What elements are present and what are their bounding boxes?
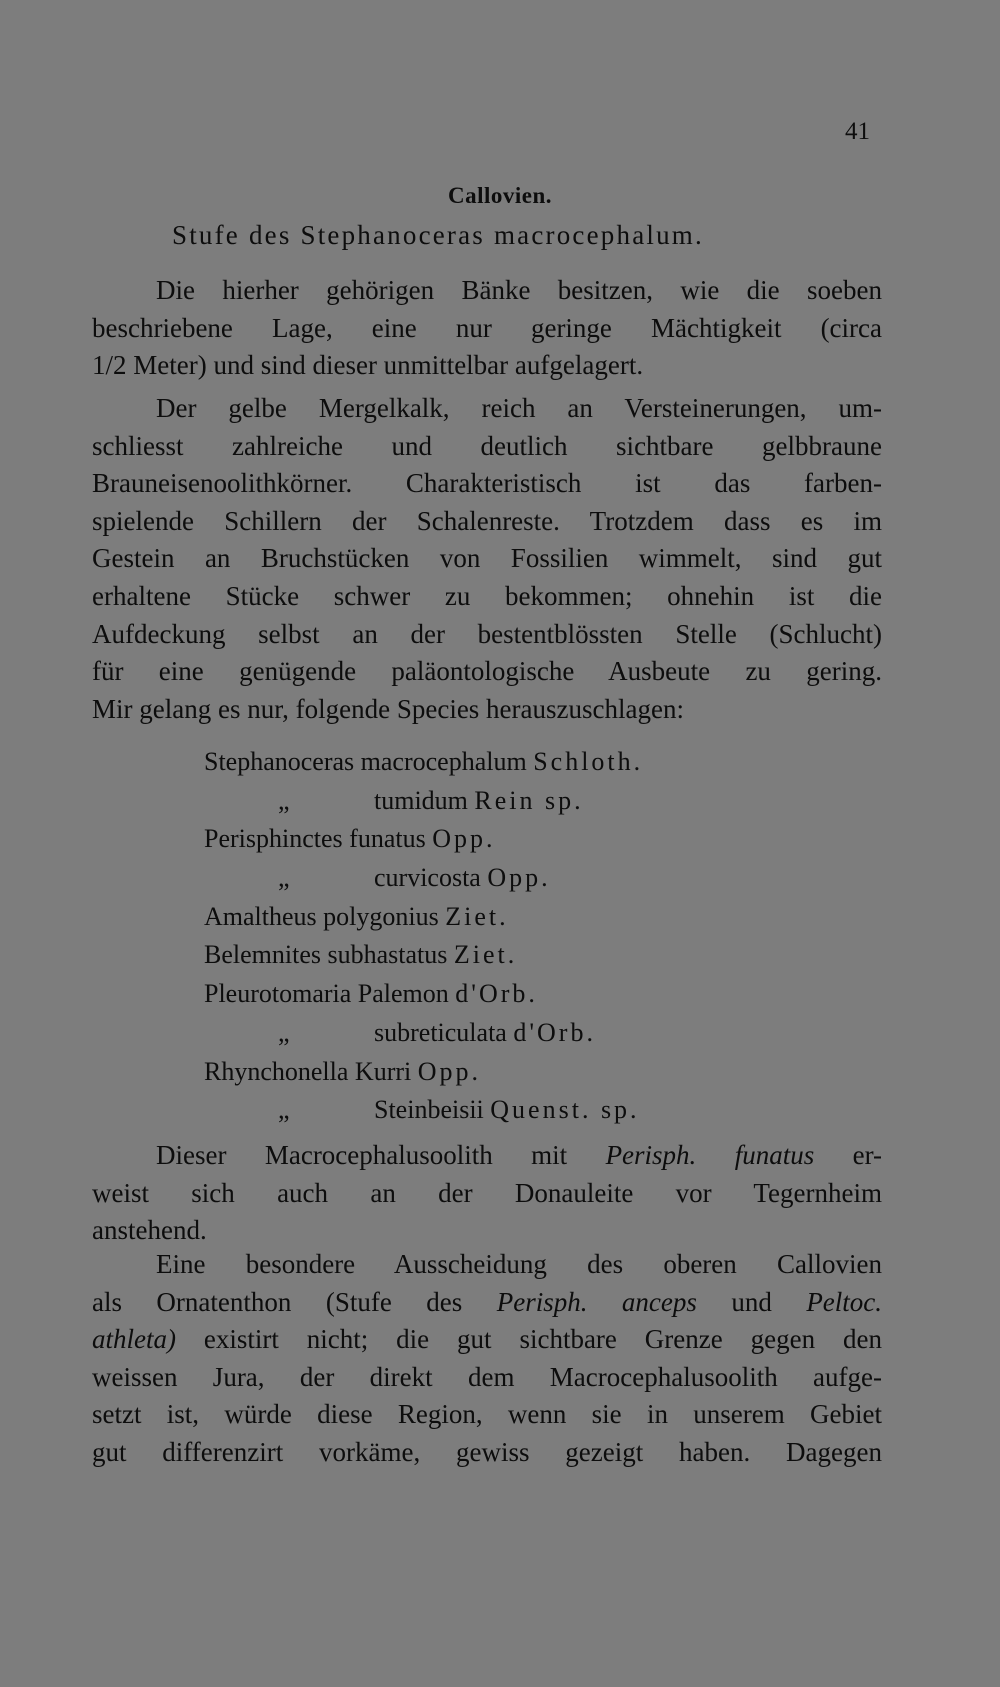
- species-genus: Belemnites: [204, 940, 321, 970]
- species-epithet: Palemon: [357, 979, 449, 1009]
- species-genus: Perisphinctes: [204, 824, 343, 854]
- text-line: anstehend.: [92, 1215, 207, 1246]
- species-list: [204, 743, 643, 1130]
- text-line: spielende Schillern der Schalenreste. Trotzdem dass es im: [92, 505, 882, 536]
- text-line: als Ornatenthon (Stufe des Perisph. anceps und Peltoc.: [92, 1286, 883, 1317]
- italic-taxon: Perisph.: [496, 1286, 588, 1317]
- text-line: schliesst zahlreiche und deutlich sichtbare gelbbraune: [92, 430, 882, 461]
- species-author: Opp.: [432, 824, 496, 854]
- species-genus: Amaltheus: [204, 901, 317, 931]
- species-entry: [204, 975, 643, 1014]
- text-line: Gestein an Bruchstücken von Fossilien wimmelt, sind gut: [92, 543, 882, 574]
- species-entry: [204, 1014, 643, 1053]
- species-author: Opp.: [417, 1056, 482, 1086]
- italic-taxon: Peltoc.: [806, 1286, 883, 1317]
- species-author: d'Orb.: [455, 979, 538, 1009]
- text-line: Mir gelang es nur, folgende Species herauszuschlagen:: [92, 693, 684, 724]
- species-epithet: curvicosta: [374, 863, 481, 893]
- species-entry: [204, 859, 643, 898]
- species-author: Quenst. sp.: [490, 1095, 640, 1125]
- text-line: setzt ist, würde diese Region, wenn sie in unserem Gebiet: [92, 1399, 882, 1430]
- species-entry: [204, 1091, 643, 1130]
- species-genus: Rhynchonella: [204, 1056, 349, 1086]
- text-line: 1/2 Meter) und sind dieser unmittelbar aufgelagert.: [92, 350, 644, 381]
- species-author: Schloth.: [533, 747, 644, 776]
- species-entry: [204, 743, 643, 782]
- species-epithet: Steinbeisii: [374, 1095, 484, 1125]
- text-line: erhaltene Stücke schwer zu bekommen; ohnehin ist die: [92, 580, 882, 611]
- species-entry: [204, 782, 643, 821]
- species-entry: [204, 1053, 643, 1092]
- species-genus: Stephanoceras: [204, 747, 355, 776]
- species-author: Ziet.: [453, 940, 518, 970]
- ditto-mark: „: [278, 863, 290, 893]
- species-epithet: funatus: [349, 824, 426, 854]
- species-genus: Pleurotomaria: [204, 979, 352, 1009]
- species-author: Rein sp.: [474, 785, 584, 815]
- text-line: beschriebene Lage, eine nur geringe Mächtigkeit (circa: [92, 312, 882, 343]
- text-line: Eine besondere Ausscheidung des oberen Callovien: [156, 1249, 882, 1279]
- stage-heading: Stufe des Stephanoceras macrocephalum.: [172, 220, 704, 250]
- text-line: Der gelbe Mergelkalk, reich an Versteinerungen, um-: [156, 393, 882, 423]
- text-line: Dieser Macrocephalusoolith mit Perisph. funatus er-: [156, 1140, 883, 1170]
- ditto-mark: „: [278, 785, 290, 815]
- species-epithet: Kurri: [354, 1056, 412, 1086]
- species-author: Opp.: [487, 863, 551, 893]
- page-number: 41: [845, 118, 870, 145]
- paragraph-4: [92, 1246, 882, 1472]
- italic-taxon: Perisph.: [605, 1140, 697, 1170]
- text-line: gut differenzirt vorkäme, gewiss gezeigt haben. Dagegen: [92, 1436, 882, 1467]
- italic-taxon: anceps: [621, 1286, 697, 1317]
- italic-taxon: athleta): [92, 1324, 176, 1355]
- paragraph-1: [92, 272, 882, 385]
- paragraph-2: [92, 390, 882, 728]
- species-author: Ziet.: [445, 901, 509, 931]
- species-epithet: subreticulata: [374, 1017, 507, 1047]
- ditto-mark: „: [278, 1095, 290, 1125]
- paragraph-3: [92, 1137, 882, 1250]
- text-line: Die hierher gehörigen Bänke besitzen, wie die soeben: [156, 275, 882, 305]
- species-author: d'Orb.: [513, 1017, 596, 1047]
- species-epithet: subhastatus: [327, 940, 448, 970]
- text-line: Brauneisenoolithkörner. Charakteristisch ist das farben-: [92, 468, 882, 499]
- species-entry: [204, 898, 643, 937]
- species-epithet: macrocephalum: [360, 747, 527, 776]
- text-line: Aufdeckung selbst an der bestentblössten Stelle (Schlucht): [92, 618, 882, 649]
- section-title: Callovien.: [447, 183, 553, 208]
- species-epithet: polygonius: [323, 901, 439, 931]
- italic-taxon: funatus: [734, 1140, 815, 1170]
- species-entry: [204, 936, 643, 975]
- text-line: für eine genügende paläontologische Ausbeute zu gering.: [92, 656, 882, 687]
- text-line: weist sich auch an der Donauleite vor Tegernheim: [92, 1177, 882, 1208]
- text-line: athleta) existirt nicht; die gut sichtbare Grenze gegen den: [92, 1324, 883, 1355]
- species-entry: [204, 820, 643, 859]
- species-epithet: tumidum: [374, 785, 468, 815]
- text-line: weissen Jura, der direkt dem Macrocephalusoolith aufge-: [92, 1361, 882, 1392]
- ditto-mark: „: [278, 1017, 290, 1047]
